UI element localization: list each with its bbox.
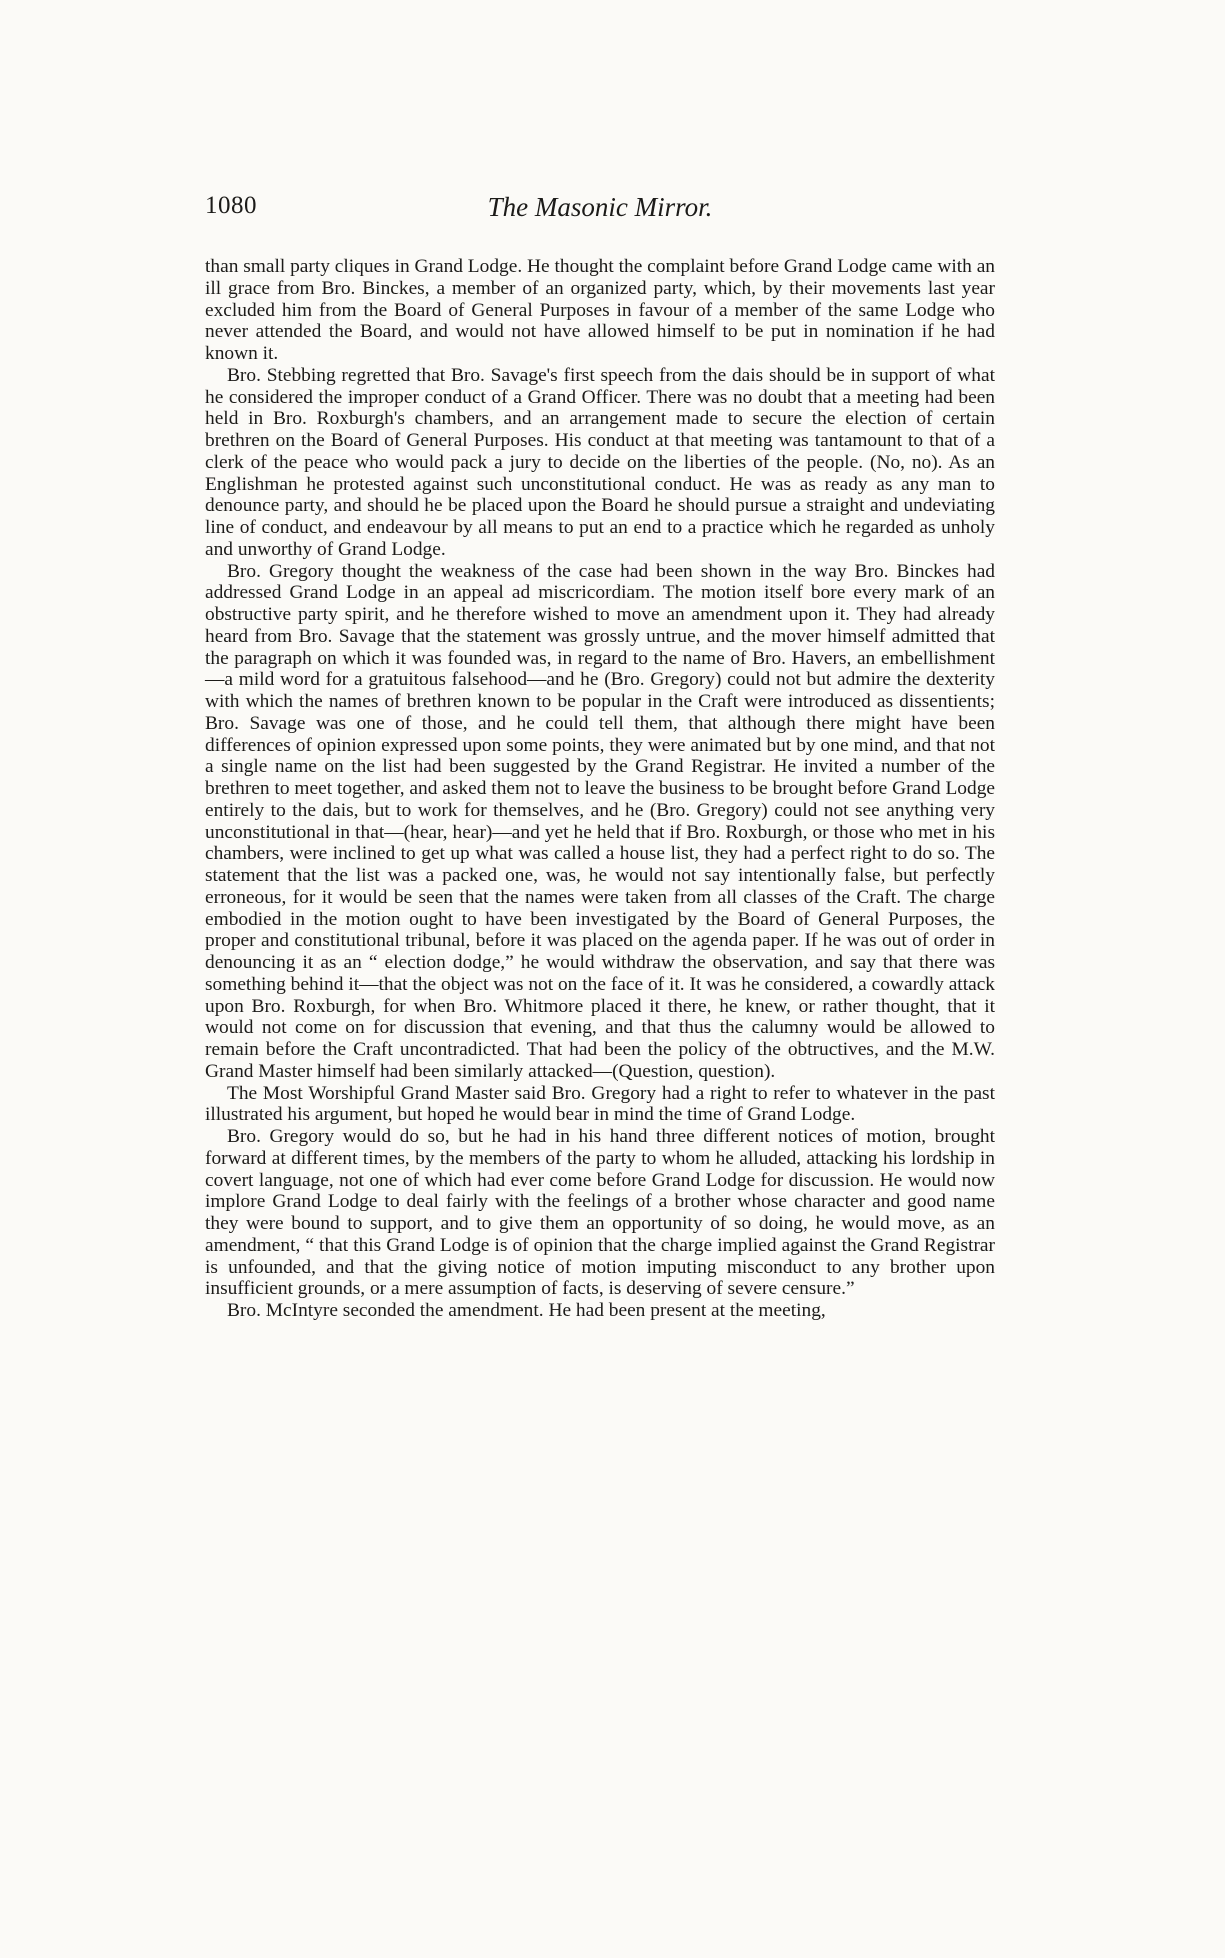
paragraph-6: Bro. McIntyre seconded the amendment. He had been present at the meeting,: [227, 1300, 826, 1321]
paragraph-1: than small party cliques in Grand Lodge. He thought the complaint before Grand Lodge came with an ill grace from Bro. Binckes, a member of an organized party, which, by their movements last year excluded him from the Board of General Purposes in favour of a member of the same Lodge who never attended the Board, and would not have allowed himself to be put in nomination if he had known it.: [205, 256, 995, 364]
page-number: 1080: [205, 192, 257, 219]
paragraph-5: Bro. Gregory would do so, but he had in his hand three different notices of motion, brought forward at different times, by the members of the party to whom he alluded, attacking his lordship in covert language, not one of which had ever come before Grand Lodge for discussion. He would now implore Grand Lodge to deal fairly with the feelings of a brother whose character and good name they were bound to support, and to give them an opportunity of so doing, he would move, as an amendment, “ that this Grand Lodge is of opinion that the charge implied against the Grand Registrar is unfounded, and that the giving notice of motion imputing misconduct to any brother upon insufficient grounds, or a mere assumption of facts, is deserving of severe censure.”: [205, 1126, 995, 1300]
running-header: [205, 192, 995, 232]
paragraph-2: Bro. Stebbing regretted that Bro. Savage's first speech from the dais should be in support of what he considered the improper conduct of a Grand Officer. There was no doubt that a meeting had been held in Bro. Roxburgh's chambers, and an arrangement made to secure the election of certain brethren on the Board of General Purposes. His conduct at that meeting was tantamount to that of a clerk of the peace who would pack a jury to decide on the liberties of the people. (No, no). As an Englishman he protested against such unconstitutional conduct. He was as ready as any man to denounce party, and should he be placed upon the Board he should pursue a straight and undeviating line of conduct, and endeavour by all means to put an end to a practice which he regarded as unholy and unworthy of Grand Lodge.: [205, 364, 995, 560]
paragraph-3: Bro. Gregory thought the weakness of the case had been shown in the way Bro. Binckes had addressed Grand Lodge in an appeal ad miscricordiam. The motion itself bore every mark of an obstructive party spirit, and he therefore wished to move an amendment upon it. They had already heard from Bro. Savage that the statement was grossly untrue, and the mover himself admitted that the paragraph on which it was founded was, in regard to the name of Bro. Havers, an embellishment—a mild word for a gratuitous falsehood—and he (Bro. Gregory) could not but admire the dexterity with which the names of brethren known to be popular in the Craft were introduced as dissentients; Bro. Savage was one of those, and he could tell them, that although there might have been differences of opinion expressed upon some points, they were animated but by one mind, and that not a single name on the list had been suggested by the Grand Registrar. He invited a number of the brethren to meet together, and asked them not to leave the business to be brought before Grand Lodge entirely to the dais, but to work for themselves, and he (Bro. Gregory) could not see anything very unconstitutional in that—(hear, hear)—and yet he held that if Bro. Roxburgh, or those who met in his chambers, were inclined to get up what was called a house list, they had a perfect right to do so. The statement that the list was a packed one, was, he would not say intentionally false, but perfectly erroneous, for it would be seen that the names were taken from all classes of the Craft. The charge embodied in the motion ought to have been investigated by the Board of General Purposes, the proper and constitutional tribunal, before it was placed on the agenda paper. If he was out of order in denouncing it as an “ election dodge,” he would withdraw the observation, and say that there was something behind it—that the object was not on the face of it. It was he considered, a cowardly attack upon Bro. Roxburgh, for when Bro. Whitmore placed it there, he knew, or rather thought, that it would not come on for discussion that evening, and that thus the calumny would be allowed to remain before the Craft uncontradicted. That had been the policy of the obtructives, and the M.W. Grand Master himself had been similarly attacked—(Question, question).: [205, 560, 995, 1082]
journal-title: The Masonic Mirror.: [487, 192, 713, 222]
paragraph-4: The Most Worshipful Grand Master said Bro. Gregory had a right to refer to whatever in the past illustrated his argument, but hoped he would bear in mind the time of Grand Lodge.: [205, 1082, 995, 1126]
article-body: [205, 256, 995, 1322]
